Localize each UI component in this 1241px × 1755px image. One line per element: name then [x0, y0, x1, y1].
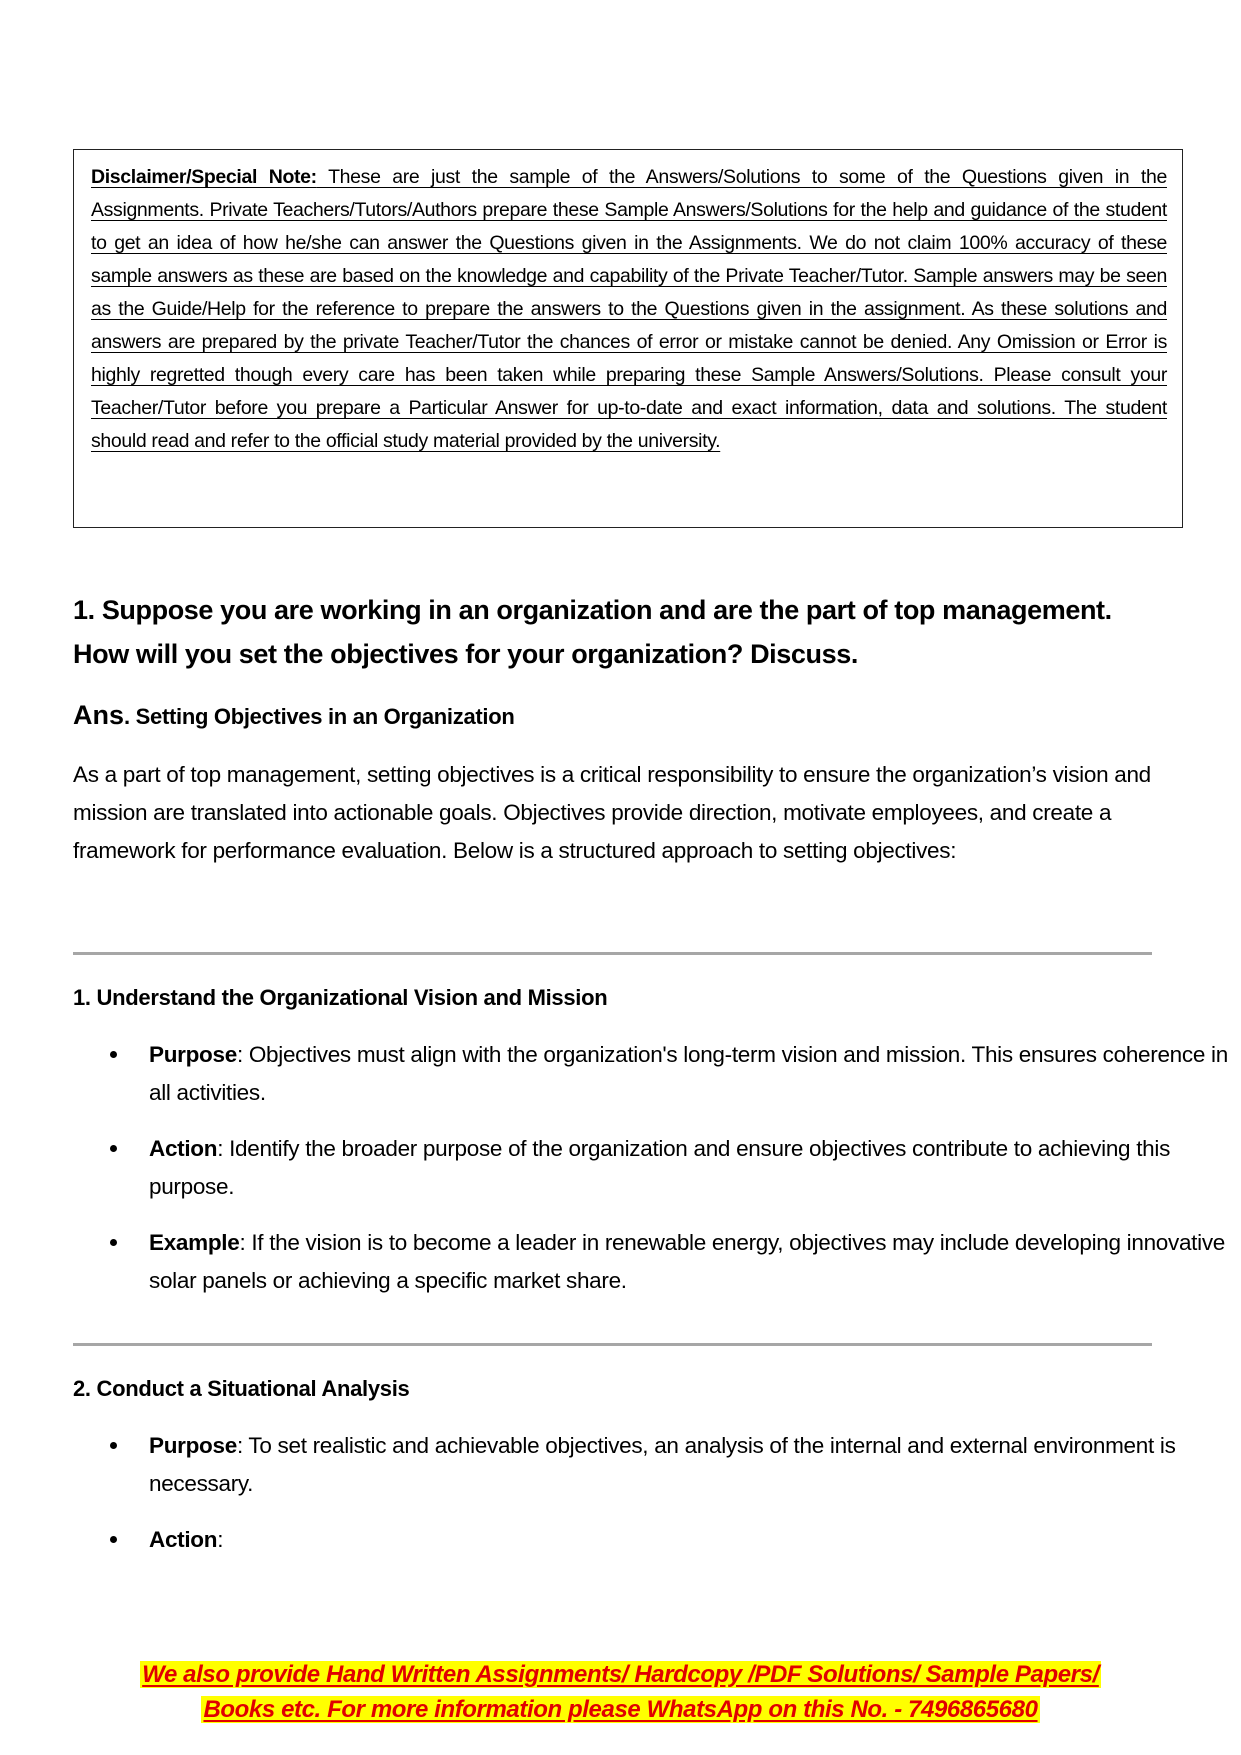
- bullet-text: : If the vision is to become a leader in renewable energy, objectives may include developing innovative solar panels or achieving a specific market share.: [149, 1230, 1225, 1293]
- bullet-icon: [110, 1442, 117, 1449]
- answer-label: Ans: [73, 700, 125, 730]
- bullet-list: [73, 1427, 1176, 1577]
- disclaimer-label: Disclaimer/Special Note:: [91, 166, 317, 188]
- question-heading: 1. Suppose you are working in an organization and are the part of top management. How will you set the objectives for your organization? Discuss.: [73, 595, 1112, 669]
- bullet-term: Purpose: [149, 1433, 237, 1458]
- list-item: [73, 1427, 1229, 1503]
- bullet-icon: [110, 1145, 117, 1152]
- section-heading: 2. Conduct a Situational Analysis: [73, 1376, 410, 1401]
- bullet-icon: [110, 1239, 117, 1246]
- horizontal-rule: [73, 952, 1152, 955]
- bullet-list: [73, 1036, 1228, 1318]
- bullet-icon: [110, 1051, 117, 1058]
- list-item: [73, 1521, 1229, 1559]
- answer-separator: .: [124, 704, 136, 729]
- bullet-term: Action: [149, 1527, 218, 1552]
- answer-title: Setting Objectives in an Organization: [135, 704, 515, 729]
- disclaimer-body: These are just the sample of the Answers/Solutions to some of the Questions given in the Assignments. Private Teachers/Tutors/Authors prepare these Sample Answers/Solutions for the help and guidance of the student to get an idea of how he/she can answer the Questions given in the Assignments. We do not claim 100% accuracy of these sample answers as these are based on the knowledge and capability of the Private Teacher/Tutor. Sample answers may be seen as the Guide/Help for the reference to prepare the answers to the Questions given in the assignment. As these solutions and answers are prepared by the private Teacher/Tutor the chances of error or mistake cannot be denied. Any Omission or Error is highly regretted though every care has been taken while preparing these Sample Answers/Solutions. Please consult your Teacher/Tutor before you prepare a Particular Answer for up-to-date and exact information, data and solutions. The student should read and refer to the official study material provided by the university.: [91, 166, 1167, 452]
- disclaimer-box: [73, 149, 1183, 528]
- section-heading: 1. Understand the Organizational Vision and Mission: [73, 985, 608, 1010]
- horizontal-rule: [73, 1343, 1152, 1346]
- list-item: [73, 1130, 1229, 1206]
- list-item: [73, 1036, 1229, 1112]
- bullet-text: :: [217, 1527, 224, 1552]
- bullet-icon: [110, 1536, 117, 1543]
- disclaimer-text: [91, 161, 1167, 458]
- bullet-term: Action: [149, 1136, 218, 1161]
- bullet-text: : To set realistic and achievable objectives, an analysis of the internal and external environment is necessary.: [149, 1433, 1176, 1496]
- bullet-term: Example: [149, 1230, 240, 1255]
- promo-footer: [0, 1657, 1241, 1727]
- promo-line-1: We also provide Hand Written Assignments/ Hardcopy /PDF Solutions/ Sample Papers/: [142, 1661, 1099, 1688]
- list-item: [73, 1224, 1229, 1300]
- answer-intro-paragraph: As a part of top management, setting objectives is a critical responsibility to ensure the organization’s vision and mission are translated into actionable goals. Objectives provide direction, motivate employees, and create a framework for performance evaluation. Below is a structured approach to setting objectives:: [73, 762, 1151, 863]
- bullet-term: Purpose: [149, 1042, 237, 1067]
- promo-line-2: Books etc. For more information please WhatsApp on this No. - 7496865680: [203, 1696, 1038, 1723]
- bullet-text: : Identify the broader purpose of the organization and ensure objectives contribute to achieving this purpose.: [149, 1136, 1171, 1199]
- answer-heading: [73, 700, 515, 731]
- bullet-text: : Objectives must align with the organization's long-term vision and mission. This ensures coherence in all activities.: [149, 1042, 1228, 1105]
